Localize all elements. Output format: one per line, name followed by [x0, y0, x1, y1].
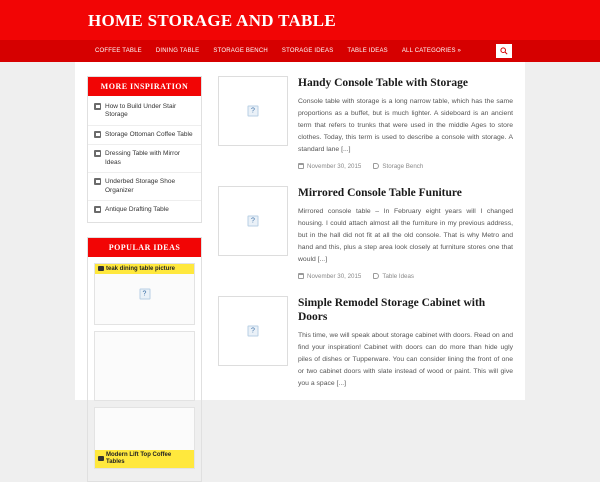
article-icon: [94, 206, 101, 213]
article-icon: [94, 178, 101, 185]
post-category-label: Storage Bench: [382, 162, 424, 170]
post-date: [298, 273, 361, 280]
inspiration-list: [88, 98, 201, 220]
list-item-label: Storage Ottoman Coffee Table: [105, 130, 193, 138]
widget-title-popular-ideas: POPULAR IDEAS: [87, 237, 202, 257]
image-placeholder: ?: [248, 215, 259, 226]
calendar-icon: [298, 163, 304, 169]
tag-icon: [373, 163, 379, 169]
list-item-label: How to Build Under Stair Storage: [105, 103, 177, 119]
gallery-caption-label: Modern Lift Top Coffee Tables: [106, 452, 172, 465]
image-placeholder: ?: [248, 325, 259, 336]
site-title[interactable]: HOME STORAGE AND TABLE: [88, 11, 336, 30]
image-icon: [98, 266, 104, 271]
list-item[interactable]: [88, 98, 201, 126]
post-category[interactable]: [373, 163, 423, 170]
post-excerpt: Console table with storage is a long narrow table, which has the same proportions as a buffet, but is much lighter. A sideboard is an ancient term that refers to trunks that were used in the middle Ages to store clothes. Today, this term is used to describe a console with storage. A standard lane [...]: [298, 98, 513, 153]
site-header: [0, 0, 600, 40]
image-placeholder: ?: [248, 106, 259, 117]
post-meta: [298, 163, 513, 170]
post-thumbnail[interactable]: [218, 76, 288, 146]
post-body: [298, 76, 513, 170]
image-icon: [98, 456, 104, 461]
nav-item-storage-ideas[interactable]: STORAGE IDEAS: [281, 48, 334, 54]
widget-popular-ideas: [87, 237, 202, 482]
widget-title-more-inspiration: MORE INSPIRATION: [87, 76, 202, 96]
post-title[interactable]: Simple Remodel Storage Cabinet with Doors: [298, 296, 486, 324]
gallery-caption-label: teak dining table picture: [106, 265, 176, 272]
post-date: [298, 163, 361, 170]
list-item-label: Underbed Storage Shoe Organizer: [105, 178, 176, 194]
post-category[interactable]: [373, 273, 414, 280]
search-icon: [500, 47, 508, 55]
post-title[interactable]: Mirrored Console Table Funiture: [298, 186, 462, 199]
list-item-label: Antique Drafting Table: [105, 206, 169, 214]
post-thumbnail[interactable]: [218, 186, 288, 256]
gallery-item[interactable]: [94, 331, 195, 401]
content-area: [75, 62, 525, 465]
article-icon: [94, 150, 101, 157]
post-date-label: November 30, 2015: [307, 162, 362, 170]
post-excerpt: Mirrored console table – In February eight years will I changed housing. I could attach almost all the furniture in my previous address, but in the hall did not fit at all the old console. That is why Metro and hand and this, plus a step area look closely at furniture stores one that would [...]: [298, 208, 513, 263]
list-item[interactable]: [88, 201, 201, 219]
nav-item-table-ideas[interactable]: TABLE IDEAS: [347, 48, 388, 54]
list-item[interactable]: [88, 173, 201, 201]
sidebar: [87, 76, 212, 465]
widget-body-more-inspiration: [87, 96, 202, 223]
calendar-icon: [298, 273, 304, 279]
nav-item-coffee-table[interactable]: COFFEE TABLE: [95, 48, 142, 54]
article-icon: [94, 103, 101, 110]
image-placeholder: ?: [139, 288, 150, 299]
post-meta: [298, 273, 513, 280]
search-button[interactable]: [496, 44, 512, 58]
gallery-caption: [95, 264, 194, 275]
post-date-label: November 30, 2015: [307, 272, 362, 280]
tag-icon: [373, 273, 379, 279]
post-body: [298, 296, 513, 397]
list-item-label: Dressing Table with Mirror Ideas: [105, 150, 181, 166]
post-list: [212, 76, 513, 400]
post-body: [298, 186, 513, 280]
nav-item-dining-table[interactable]: DINING TABLE: [155, 48, 200, 54]
post-thumbnail[interactable]: [218, 296, 288, 366]
post-item: [218, 76, 513, 170]
post-category-label: Table Ideas: [382, 272, 415, 280]
list-item[interactable]: [88, 145, 201, 173]
main-navigation: [0, 40, 600, 62]
gallery-item[interactable]: [94, 407, 195, 469]
popular-ideas-gallery: [87, 257, 202, 482]
widget-more-inspiration: [87, 76, 202, 223]
list-item[interactable]: [88, 126, 201, 145]
gallery-item[interactable]: [94, 263, 195, 325]
nav-item-all-categories[interactable]: ALL CATEGORIES »: [401, 48, 462, 54]
post-item: [218, 186, 513, 280]
post-title[interactable]: Handy Console Table with Storage: [298, 77, 468, 89]
post-item: [218, 296, 513, 397]
article-icon: [94, 131, 101, 138]
gallery-caption: [95, 450, 194, 467]
post-excerpt: This time, we will speak about storage cabinet with doors. Read on and find your inspiration! Cabinet with doors can do more than hide ugly piles of dishes or Tupperware. You can consider lining the front of one or two cabinet doors with slate instead of wood or paint. This will give you a space [...]: [298, 332, 513, 387]
nav-item-storage-bench[interactable]: STORAGE BENCH: [213, 48, 268, 54]
